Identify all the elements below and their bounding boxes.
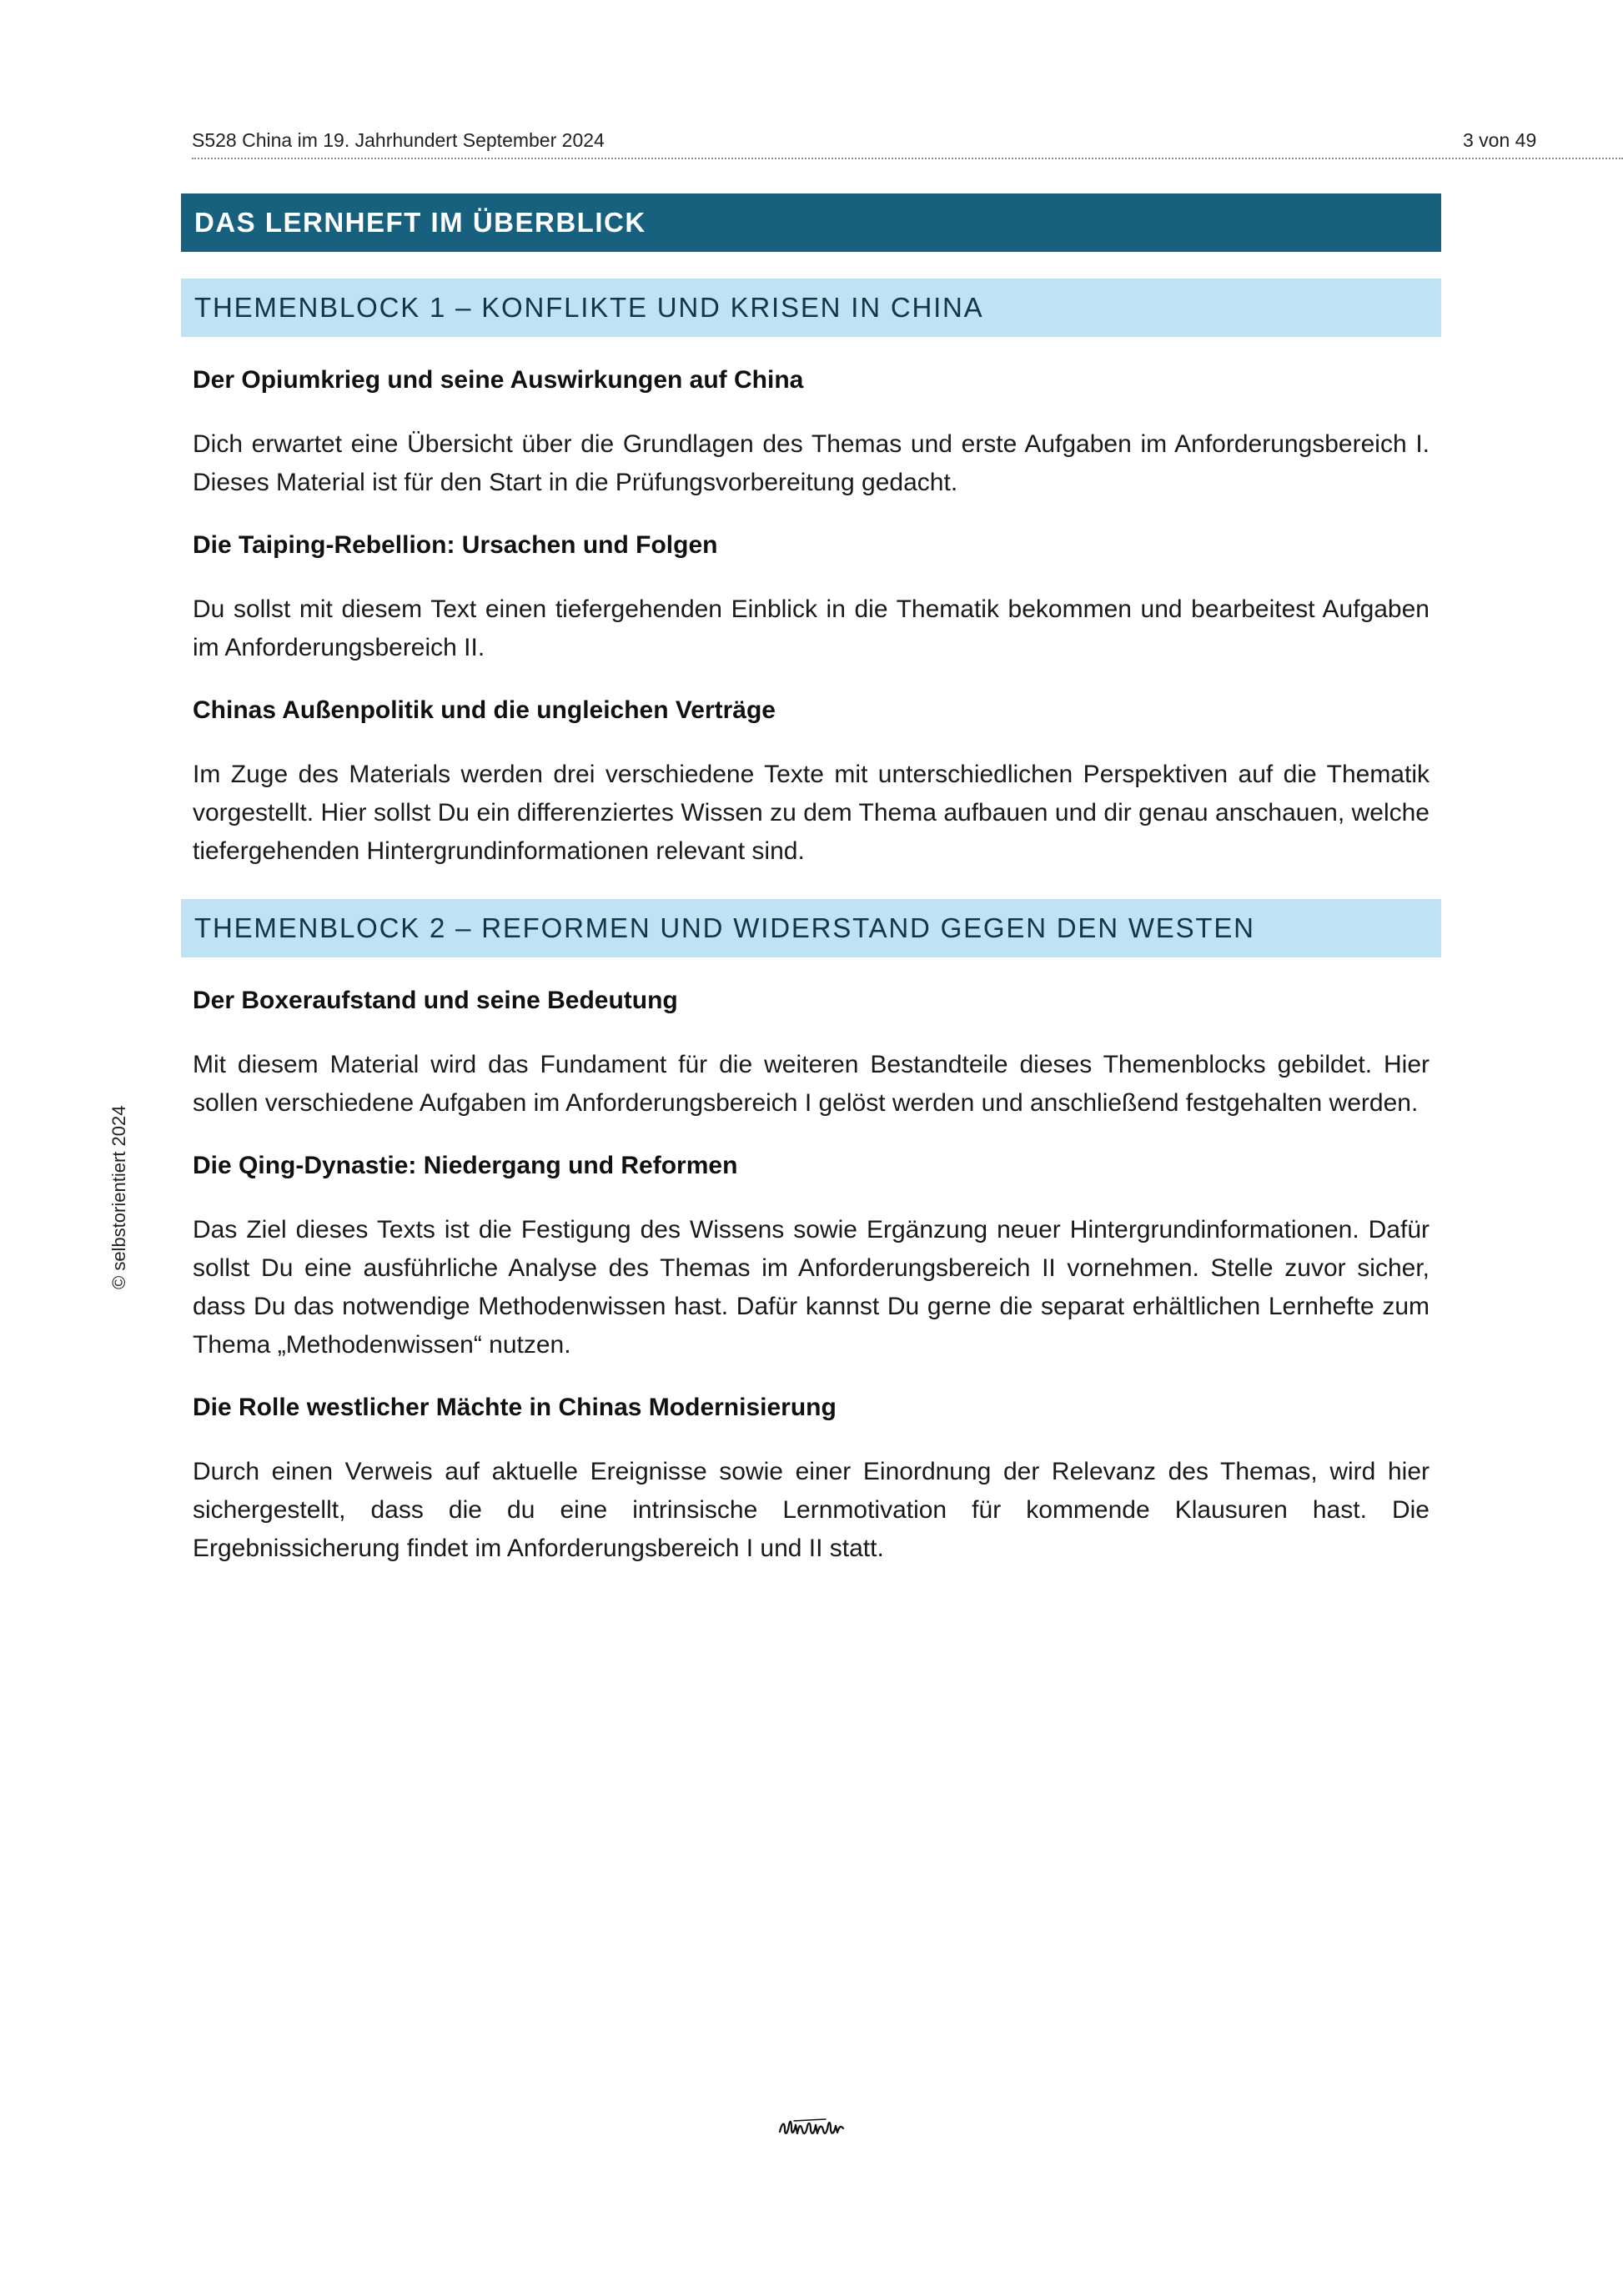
entry-text: Mit diesem Material wird das Fundament für die weiteren Bestandteile dieses Themenblocks gebildet. Hier sollen verschiedene Aufgaben im Anforderungsbereich I gelöst werden und anschließend festgehalten werden. [193, 1051, 1430, 1117]
entry-opiumkrieg [181, 362, 1441, 502]
main-heading: DAS LERNHEFT IM ÜBERBLICK [181, 193, 1441, 252]
entry-text: Das Ziel dieses Texts ist die Festigung des Wissens sowie Ergänzung neuer Hintergrundinformationen. Dafür sollst Du eine ausführliche Analyse des Themas im Anforderungsbereich II vornehmen. Stelle zuvor sicher, dass Du das notwendige Methodenwissen hast. Dafür kannst Du gerne die separat erhältlichen Lernhefte zum Thema „Methodenwissen“ nutzen. [193, 1216, 1430, 1359]
entry-title: Die Taiping-Rebellion: Ursachen und Folgen [193, 531, 718, 559]
entry-title: Der Boxeraufstand und seine Bedeutung [193, 987, 678, 1014]
entry-title: Der Opiumkrieg und seine Auswirkungen auf China [193, 366, 804, 394]
entry-taiping [181, 527, 1441, 667]
page-number: 3 von 49 [1463, 129, 1537, 151]
entry-text: Du sollst mit diesem Text einen tiefergehenden Einblick in die Thematik bekommen und bearbeitest Aufgaben im Anforderungsbereich II. [193, 595, 1430, 661]
themenblock-2-heading: THEMENBLOCK 2 – REFORMEN UND WIDERSTAND GEGEN DEN WESTEN [181, 899, 1441, 957]
selbstorientiert-logo-icon [777, 2115, 846, 2140]
themenblock-1-heading: THEMENBLOCK 1 – KONFLIKTE UND KRISEN IN CHINA [181, 279, 1441, 337]
entry-aussenpolitik [181, 692, 1441, 871]
entry-text: Durch einen Verweis auf aktuelle Ereignisse sowie einer Einordnung der Relevanz des Themas, wird hier sichergestellt, dass die du eine intrinsische Lernmotivation für kommende Klausuren hast. Die Ergebnissicherung findet im Anforderungsbereich I und II statt. [193, 1458, 1430, 1562]
header-title: S528 China im 19. Jahrhundert September 2024 [192, 129, 605, 151]
themenblock-1 [181, 279, 1441, 871]
document-content [181, 193, 1441, 1568]
entry-text: Dich erwartet eine Übersicht über die Grundlagen des Themas und erste Aufgaben im Anforderungsbereich I. Dieses Material ist für den Start in die Prüfungsvorbereitung gedacht. [193, 430, 1430, 496]
page-header [192, 128, 1623, 159]
entry-title: Chinas Außenpolitik und die ungleichen Verträge [193, 696, 776, 724]
entry-title: Die Qing-Dynastie: Niedergang und Reformen [193, 1152, 738, 1179]
entry-title: Die Rolle westlicher Mächte in Chinas Modernisierung [193, 1394, 837, 1421]
entry-text: Im Zuge des Materials werden drei verschiedene Texte mit unterschiedlichen Perspektiven auf die Thematik vorgestellt. Hier sollst Du ein differenziertes Wissen zu dem Thema aufbauen und dir genau anschauen, welche tiefergehenden Hintergrundinformationen relevant sind. [193, 761, 1430, 865]
entry-boxeraufstand [181, 982, 1441, 1123]
themenblock-2 [181, 899, 1441, 1568]
copyright-note: © selbstorientiert 2024 [108, 1105, 129, 1289]
entry-qing-dynastie [181, 1148, 1441, 1364]
entry-westliche-maechte [181, 1389, 1441, 1568]
